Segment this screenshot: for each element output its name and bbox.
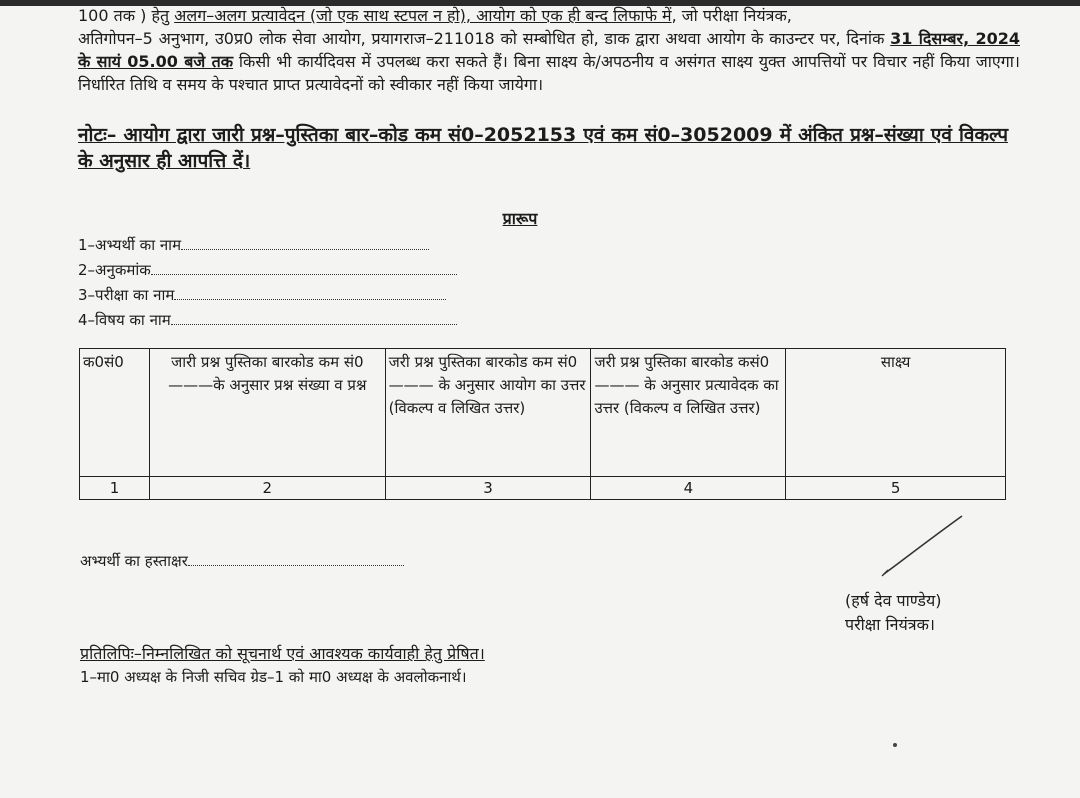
deadline-text: 31 दिसम्बर, 2024 के सायं 05.00 बजे तक — [78, 29, 1020, 71]
intro-suffix: , जो परीक्षा नियंत्रक, — [671, 6, 792, 25]
field-exam-name — [78, 284, 446, 306]
fill-line — [171, 311, 457, 325]
copy-heading: प्रतिलिपिः–निम्नलिखित को सूचनार्थ एवं आवश्यक कार्यवाही हेतु प्रेषित। — [80, 644, 485, 663]
header-candidate-answer: जरी प्रश्न पुस्तिका बारकोड कसं0——— के अनुसार प्रत्यावेदक का उत्तर (विकल्प व लिखित उत्तर) — [591, 349, 786, 477]
signatory-block — [845, 589, 941, 637]
paragraph-part1: अतिगोपन–5 अनुभाग, उ0प्र0 लोक सेवा आयोग, प्रयागराज–211018 को सम्बोधित हो, डाक द्वारा अथवा आयोग के काउन्टर पर, दिनांक — [78, 29, 891, 48]
field-label: 2–अनुकमांक — [78, 261, 151, 279]
intro-prefix: 100 तक ) हेतु — [78, 6, 175, 25]
table-number-row — [80, 477, 1006, 500]
fill-line — [188, 552, 404, 566]
form-title: प्रारूप — [502, 209, 538, 228]
header-evidence: साक्ष्य — [786, 349, 1006, 477]
fill-line — [174, 286, 446, 300]
signatory-name: (हर्ष देव पाण्डेय) — [845, 591, 942, 610]
fill-line — [181, 236, 429, 250]
header-serial: क0सं0 — [80, 349, 150, 477]
handwritten-signature — [878, 512, 968, 582]
field-candidate-name — [78, 234, 429, 256]
scan-speck — [893, 743, 897, 747]
fill-line — [151, 261, 457, 275]
intro-underlined: अलग–अलग प्रत्यावेदन (जो एक साथ स्टपल न हो), आयोग को एक ही बन्द लिफाफे में — [174, 6, 672, 25]
intro-line — [78, 6, 792, 26]
table-cell: 5 — [786, 477, 1006, 500]
signature-label: अभ्यर्थी का हस्ताक्षर — [80, 552, 188, 570]
note-text: नोटः– आयोग द्वारा जारी प्रश्न–पुस्तिका बार–कोड कम सं0–2052153 एवं कम सं0–3052009 में अंकित प्रश्न–संख्या एवं विकल्प के अनुसार ही आपत्ति दें। — [78, 124, 1008, 172]
instructions-paragraph — [78, 27, 1020, 96]
table-cell: 4 — [591, 477, 786, 500]
field-roll-number — [78, 259, 457, 281]
candidate-signature-field — [80, 551, 404, 571]
table-cell: 1 — [80, 477, 150, 500]
field-label: 3–परीक्षा का नाम — [78, 286, 175, 304]
header-question: जारी प्रश्न पुस्तिका बारकोड कम सं0———के अनुसार प्रश्न संख्या व प्रश्न — [149, 349, 385, 477]
table-cell: 3 — [385, 477, 591, 500]
header-commission-answer: जरी प्रश्न पुस्तिका बारकोड कम सं0——— के अनुसार आयोग का उत्तर (विकल्प व लिखित उत्तर) — [385, 349, 591, 477]
objection-table — [79, 348, 1006, 500]
table-header-row — [80, 349, 1006, 477]
field-subject-name — [78, 309, 457, 331]
field-label: 4–विषय का नाम — [78, 311, 171, 329]
signatory-title: परीक्षा नियंत्रक। — [845, 615, 935, 634]
field-label: 1–अभ्यर्थी का नाम — [78, 236, 182, 254]
paragraph-part2: किसी भी कार्यदिवस में उपलब्ध करा सकते हैं। बिना साक्ष्य के/अपठनीय व असंगत साक्ष्य युक्त आपत्तियों पर विचार नहीं किया जाएगा। निर्धारित तिथि व समय के पश्चात प्राप्त प्रत्यावेदनों को स्वीकार नहीं किया जायेगा। — [78, 52, 1020, 94]
copy-item: 1–मा0 अध्यक्ष के निजी सचिव ग्रेड–1 को मा0 अध्यक्ष के अवलोकनार्थ। — [80, 668, 467, 686]
table-cell: 2 — [149, 477, 385, 500]
